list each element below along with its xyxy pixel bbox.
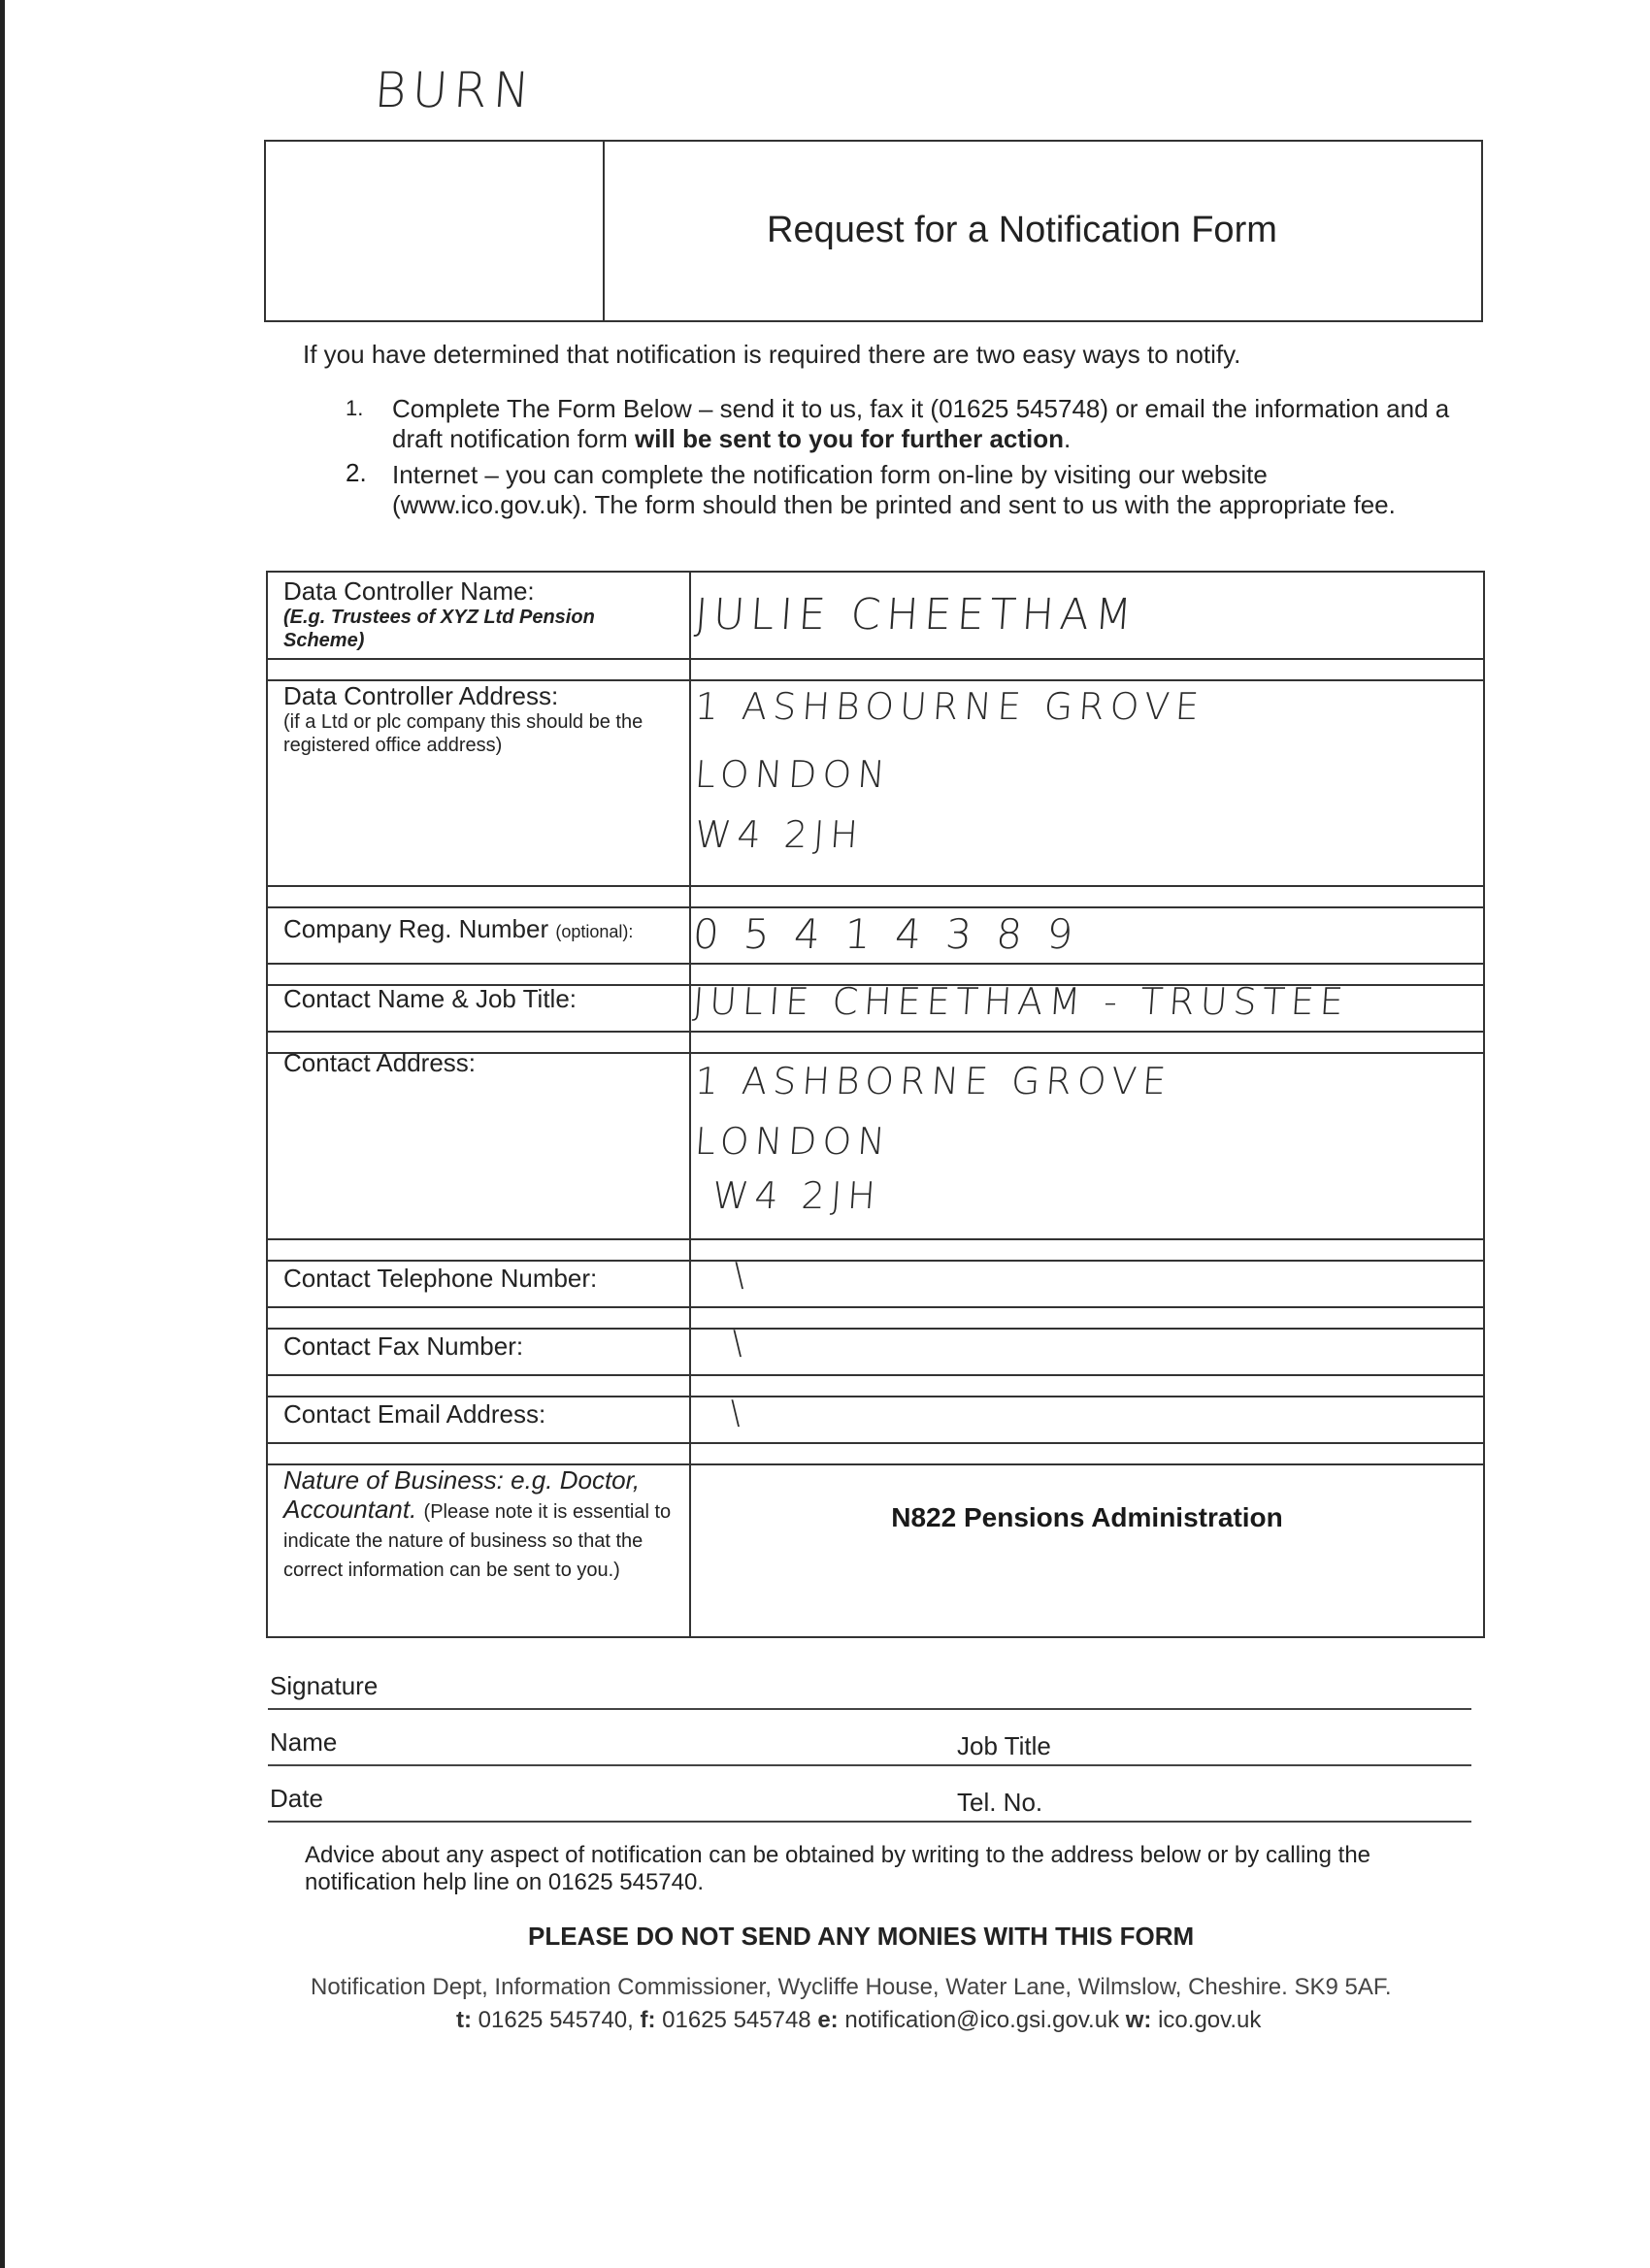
fax-value[interactable]: \ (730, 1324, 750, 1363)
company-reg-optional: (optional): (555, 922, 634, 941)
nature-value[interactable]: N822 Pensions Administration (891, 1502, 1283, 1532)
signature-label: Signature (270, 1671, 379, 1700)
list-item-1-bold: will be sent to you for further action (635, 424, 1065, 453)
contact-address-line-3[interactable]: W4 2JH (710, 1174, 883, 1217)
list-number-2: 2. (346, 458, 367, 487)
job-title-label: Job Title (957, 1731, 1051, 1760)
controller-address-line-1[interactable]: 1 ASHBOURNE GROVE (693, 685, 1206, 728)
contact-name-label: Contact Name & Job Title: (283, 984, 578, 1013)
fax-label: Contact Fax Number: (283, 1331, 524, 1361)
footer-e-value[interactable]: notification@ico.gsi.gov.uk (844, 2007, 1120, 2033)
date-label: Date (270, 1784, 323, 1813)
nature-label-text: Nature of Business: e.g. Doctor, Accountant. (283, 1465, 641, 1524)
row-divider (268, 1396, 1483, 1397)
footer-contact (456, 2007, 1261, 2034)
contact-address-label: Contact Address: (283, 1048, 476, 1077)
company-reg-label (283, 914, 633, 944)
signature-line (268, 1708, 1471, 1710)
footer-e-label: e: (817, 2007, 839, 2033)
name-line (268, 1764, 1471, 1766)
controller-name-hint: (E.g. Trustees of XYZ Ltd Pension Scheme) (283, 607, 595, 651)
telephone-value[interactable]: \ (732, 1256, 752, 1295)
list-item-1 (392, 394, 1479, 454)
row-divider (268, 1442, 1483, 1444)
form-title: Request for a Notification Form (767, 210, 1277, 250)
controller-name-label: Data Controller Name: (283, 576, 535, 606)
footer-w-label: w: (1125, 2007, 1152, 2033)
tel-no-label: Tel. No. (957, 1788, 1043, 1817)
contact-address-line-2[interactable]: LONDON (693, 1120, 893, 1163)
controller-address-line-3[interactable]: W4 2JH (693, 813, 866, 856)
handwritten-mark: BURN (372, 62, 538, 118)
row-divider (268, 1260, 1483, 1262)
row-divider (268, 1328, 1483, 1330)
footer-t-value: 01625 545740, (478, 2007, 634, 2033)
intro-text: If you have determined that notification is required there are two easy ways to notify. (303, 340, 1241, 369)
notification-form-table (266, 571, 1485, 1638)
telephone-label: Contact Telephone Number: (283, 1264, 598, 1293)
nature-hint: (Please note it is essential to indicate the nature of business so that the correct information can be sent to you.) (283, 1501, 672, 1581)
contact-name-value[interactable]: JULIE CHEETHAM - TRUSTEE (691, 980, 1351, 1023)
scan-edge (0, 0, 5, 2268)
row-divider (268, 906, 1483, 908)
row-divider (268, 885, 1483, 887)
footer-w-value[interactable]: ico.gov.uk (1158, 2007, 1262, 2033)
nature-label (283, 1465, 681, 1582)
warning-text: PLEASE DO NOT SEND ANY MONIES WITH THIS FORM (528, 1922, 1195, 1951)
header-divider (603, 142, 605, 320)
date-line (268, 1821, 1471, 1823)
controller-address-line-2[interactable]: LONDON (693, 753, 893, 796)
list-item-1-text: Complete The Form Below – send it to us, fax it (01625 545748) or email the information and a draft notification form (392, 394, 1450, 453)
controller-address-label: Data Controller Address: (283, 681, 559, 710)
controller-name-value[interactable]: JULIE CHEETHAM (693, 590, 1139, 640)
footer-address: Notification Dept, Information Commissioner, Wycliffe House, Water Lane, Wilmslow, Cheshire. SK9 5AF. (311, 1974, 1392, 2000)
email-value[interactable]: \ (728, 1394, 748, 1432)
row-divider (268, 658, 1483, 660)
footer-f-label: f: (640, 2007, 656, 2033)
row-divider (268, 963, 1483, 965)
email-label: Contact Email Address: (283, 1399, 546, 1429)
name-label: Name (270, 1727, 338, 1757)
list-number-1: 1. (346, 396, 364, 420)
row-divider (268, 1306, 1483, 1308)
controller-address-hint: (if a Ltd or plc company this should be the registered office address) (283, 711, 644, 756)
footer-f-value: 01625 545748 (662, 2007, 811, 2033)
column-divider (689, 573, 691, 1636)
row-divider (268, 1238, 1483, 1240)
footer-t-label: t: (456, 2007, 472, 2033)
contact-address-line-1[interactable]: 1 ASHBORNE GROVE (693, 1060, 1173, 1102)
list-item-2: Internet – you can complete the notification form on-line by visiting our website (www.ico.gov.uk). The form should then be printed and sent to us with the appropriate fee. (392, 460, 1396, 519)
row-divider (268, 1374, 1483, 1376)
company-reg-value[interactable]: 0 5 4 1 4 3 8 9 (691, 910, 1080, 958)
list-item-1-end: . (1064, 424, 1072, 453)
advice-text: Advice about any aspect of notification can be obtained by writing to the address below or by calling the notification help line on 01625 545740. (305, 1842, 1371, 1895)
company-reg-label-text: Company Reg. Number (283, 914, 549, 943)
header-box (264, 140, 1483, 322)
row-divider (268, 1031, 1483, 1033)
